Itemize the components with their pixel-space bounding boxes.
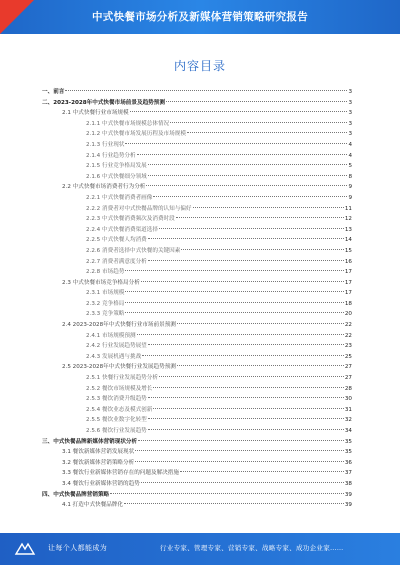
toc-leader-dots [124, 503, 344, 504]
toc-leader-dots [125, 270, 343, 271]
toc-entry-page: 35 [344, 449, 352, 456]
toc-entry-page: 3 [348, 120, 352, 127]
toc-entry-page: 25 [344, 353, 352, 360]
toc-entry-title: 2.5.5 餐饮业数字化转型 [86, 417, 147, 424]
footer-tagline: 行业专家、管理专家、营销专家、战略专家、成功企业家…… [160, 544, 344, 552]
toc-leader-dots [148, 429, 344, 430]
toc-entry-page: 23 [344, 343, 352, 350]
toc-entry[interactable] [42, 204, 352, 215]
toc-entry-title: 2.3.3 竞争策略 [86, 311, 125, 318]
toc-entry-page: 3 [348, 110, 352, 117]
toc-entry-title: 四、中式快餐品牌营销策略 [42, 491, 110, 498]
toc-entry[interactable] [42, 140, 352, 151]
toc-leader-dots [159, 376, 344, 377]
toc-leader-dots [153, 408, 344, 409]
toc-entry-title: 2.5.3 餐饮消费升级趋势 [86, 396, 147, 403]
toc-entry[interactable] [42, 98, 352, 109]
toc-entry-title: 2.2.2 消费者对中式快餐品牌的认知与偏好 [86, 205, 192, 212]
toc-leader-dots [146, 185, 347, 186]
toc-entry-page: 22 [344, 332, 352, 339]
toc-heading: 内容目录 [173, 59, 226, 73]
toc-entry-title: 2.1.4 行业趋势分析 [86, 152, 136, 159]
toc-entry[interactable] [42, 458, 352, 469]
toc-entry[interactable] [42, 415, 352, 426]
toc-entry-title: 2.2.3 中式快餐消费频次及消费时段 [86, 216, 175, 223]
toc-leader-dots [180, 471, 344, 472]
toc-entry-title: 2.1.6 中式快餐细分领域 [86, 173, 147, 180]
toc-entry[interactable] [42, 172, 352, 183]
footer-bar [0, 533, 400, 565]
toc-entry[interactable] [42, 87, 352, 98]
toc-leader-dots [148, 260, 344, 261]
toc-entry-title: 3.3 餐饮行业新媒体营销存在的问题及解决措施 [62, 470, 179, 477]
toc-entry-page: 20 [344, 311, 352, 318]
toc-entry-title: 2.2.1 中式快餐消费者画像 [86, 194, 153, 201]
footer-slogan: 让每个人都能成为 [48, 544, 108, 552]
toc-entry[interactable] [42, 257, 352, 268]
toc-entry-title: 三、中式快餐品牌新媒体营销现状分析 [42, 438, 138, 445]
toc-entry[interactable] [42, 500, 352, 511]
toc-entry-title: 2.4.2 行业发展趋势展望 [86, 343, 147, 350]
toc-entry[interactable] [42, 278, 352, 289]
toc-entry[interactable] [42, 426, 352, 437]
toc-entry[interactable] [42, 447, 352, 458]
toc-entry-title: 2.1 中式快餐行业市场规模 [62, 110, 129, 117]
toc-entry[interactable] [42, 468, 352, 479]
toc-entry[interactable] [42, 341, 352, 352]
toc-entry-page: 14 [344, 237, 352, 244]
toc-entry-page: 3 [348, 99, 352, 106]
toc-leader-dots [153, 387, 344, 388]
toc-entry-page: 30 [344, 396, 352, 403]
toc-entry-title: 2.4.3 发展机遇与挑战 [86, 353, 142, 360]
toc-entry-page: 22 [344, 322, 352, 329]
toc-entry-title: 2.5.6 餐饮行业发展趋势 [86, 428, 147, 434]
toc-entry-page: 17 [344, 290, 352, 297]
toc-entry-page: 35 [344, 438, 352, 445]
toc-entry[interactable] [42, 490, 352, 501]
toc-leader-dots [187, 132, 348, 133]
toc-entry[interactable] [42, 394, 352, 405]
toc-entry-title: 一、前言 [42, 89, 65, 95]
toc-entry-page: 4 [348, 141, 352, 148]
toc-leader-dots [141, 482, 344, 483]
toc-entry-page: 12 [344, 216, 352, 223]
toc-leader-dots [148, 344, 344, 345]
toc-entry[interactable] [42, 384, 352, 395]
toc-leader-dots [159, 228, 344, 229]
toc-entry-title: 2.5.4 餐饮业态及模式创新 [86, 406, 153, 413]
toc-entry[interactable] [42, 405, 352, 416]
toc-entry-page: 39 [344, 491, 352, 498]
toc-entry[interactable] [42, 373, 352, 384]
toc-entry-title: 2.1.1 中式快餐市场规模总体情况 [86, 120, 170, 127]
toc-leader-dots [137, 154, 348, 155]
toc-entry[interactable] [42, 288, 352, 299]
toc-entry-page: 39 [344, 502, 352, 509]
toc-entry-page: 16 [344, 258, 352, 265]
toc-leader-dots [125, 302, 343, 303]
toc-entry[interactable] [42, 129, 352, 140]
header-bar [0, 0, 400, 34]
toc-entry-page: 18 [344, 300, 352, 307]
toc-entry-title: 2.1.2 中式快餐市场发展历程及市场规模 [86, 131, 186, 138]
toc-entry-page: 11 [344, 205, 352, 212]
toc-entry-page: 13 [344, 226, 352, 233]
toc-entry-title: 4.1 打造中式快餐品牌化 [62, 502, 124, 509]
toc-entry-title: 3.2 餐饮新媒体营销策略分析 [62, 459, 135, 466]
toc-leader-dots [148, 418, 344, 419]
toc-leader-dots [193, 207, 344, 208]
toc-entry-page: 9 [348, 194, 352, 201]
toc-entry[interactable] [42, 299, 352, 310]
toc-entry-title: 2.5.2 餐饮市场规模及增长 [86, 385, 153, 392]
toc-entry-page: 3 [348, 89, 352, 95]
toc-entry-page: 9 [348, 184, 352, 191]
toc-entry-title: 二、2023-2028年中式快餐市场前景及趋势预测 [42, 99, 165, 106]
toc-entry[interactable] [42, 267, 352, 278]
toc-entry[interactable] [42, 309, 352, 320]
toc-leader-dots [135, 461, 344, 462]
toc-entry[interactable] [42, 235, 352, 246]
toc-entry-title: 2.1.5 行业竞争格局发展 [86, 163, 147, 170]
toc-leader-dots [141, 281, 344, 282]
toc-leader-dots [177, 323, 344, 324]
toc-entry-page: 34 [344, 428, 352, 434]
toc-entry-page: 31 [344, 406, 352, 413]
toc-leader-dots [137, 334, 344, 335]
toc-entry-title: 2.3.1 市场规模 [86, 290, 125, 297]
toc-entry[interactable] [42, 479, 352, 490]
toc-entry-title: 2.2.6 消费者选择中式快餐的关键因素 [86, 247, 181, 254]
toc-entry[interactable] [42, 108, 352, 119]
toc-entry[interactable] [42, 246, 352, 257]
toc-leader-dots [130, 111, 348, 112]
toc-entry[interactable] [42, 352, 352, 363]
toc-entry[interactable] [42, 214, 352, 225]
toc-entry-page: 3 [348, 131, 352, 138]
toc-entry-title: 2.2.4 中式快餐消费渠道选择 [86, 226, 158, 233]
toc-entry-title: 2.2.7 消费者满意度分析 [86, 258, 147, 265]
toc-entry[interactable] [42, 362, 352, 373]
toc-leader-dots [135, 450, 344, 451]
toc-entry[interactable] [42, 320, 352, 331]
toc-entry[interactable] [42, 437, 352, 448]
toc-entry-page: 27 [344, 364, 352, 371]
toc-leader-dots [148, 175, 348, 176]
toc-entry[interactable] [42, 225, 352, 236]
toc-entry-page: 17 [344, 279, 352, 286]
toc-entry-page: 32 [344, 417, 352, 424]
toc-entry[interactable] [42, 119, 352, 130]
toc-entry-page: 27 [344, 375, 352, 382]
toc-leader-dots [148, 397, 344, 398]
toc-leader-dots [125, 143, 347, 144]
toc-leader-dots [153, 196, 347, 197]
toc-leader-dots [110, 493, 344, 494]
toc-entry-page: 5 [348, 163, 352, 170]
toc-entry-title: 2.4 2023-2028年中式快餐行业市场前景预测 [62, 322, 176, 329]
toc-entry-title: 3.1 餐饮新媒体营销发展现状 [62, 449, 135, 456]
toc-entry-page: 4 [348, 152, 352, 159]
toc-entry-title: 2.1.3 行业现状 [86, 141, 125, 148]
toc-entry-page: 15 [344, 247, 352, 254]
toc-leader-dots [65, 90, 347, 91]
toc-entry-page: 36 [344, 459, 352, 466]
toc-entry-title: 2.3 中式快餐市场竞争格局分析 [62, 279, 140, 286]
toc-entry[interactable] [42, 161, 352, 172]
toc-leader-dots [148, 238, 344, 239]
toc-entry[interactable] [42, 151, 352, 162]
toc-entry[interactable] [42, 331, 352, 342]
toc-leader-dots [166, 101, 347, 102]
toc-leader-dots [125, 312, 343, 313]
toc-leader-dots [176, 217, 344, 218]
toc-entry[interactable] [42, 182, 352, 193]
toc-entry-title: 3.4 餐饮行业新媒体营销的趋势 [62, 480, 140, 487]
toc-entry-title: 2.4.1 市场规模预测 [86, 332, 136, 339]
toc-entry-page: 28 [344, 385, 352, 392]
toc-leader-dots [170, 122, 347, 123]
toc-entry-title: 2.2.5 中式快餐人均消费 [86, 237, 147, 244]
toc-entry-title: 2.2 中式快餐市场消费者行为分析 [62, 184, 146, 191]
toc-leader-dots [148, 164, 348, 165]
toc-entry[interactable] [42, 193, 352, 204]
toc-entry-page: 38 [344, 480, 352, 487]
toc-entry-title: 2.3.2 竞争格局 [86, 300, 125, 307]
toc-leader-dots [138, 440, 344, 441]
logo-icon [14, 540, 36, 558]
toc-entry-title: 2.5 2023-2028年中式快餐行业发展趋势预测 [62, 364, 176, 371]
toc-leader-dots [181, 249, 344, 250]
toc-entry-title: 2.2.8 市场趋势 [86, 269, 125, 276]
report-title: 中式快餐市场分析及新媒体营销策略研究报告 [92, 11, 308, 23]
toc-leader-dots [142, 355, 344, 356]
toc-entry-page: 17 [344, 269, 352, 276]
toc-entry-page: 37 [344, 470, 352, 477]
toc-entry-page: 8 [348, 173, 352, 180]
table-of-contents [42, 87, 352, 511]
toc-leader-dots [177, 365, 344, 366]
toc-leader-dots [125, 291, 343, 292]
toc-entry-title: 2.5.1 快餐行业发展趋势分析 [86, 375, 158, 382]
